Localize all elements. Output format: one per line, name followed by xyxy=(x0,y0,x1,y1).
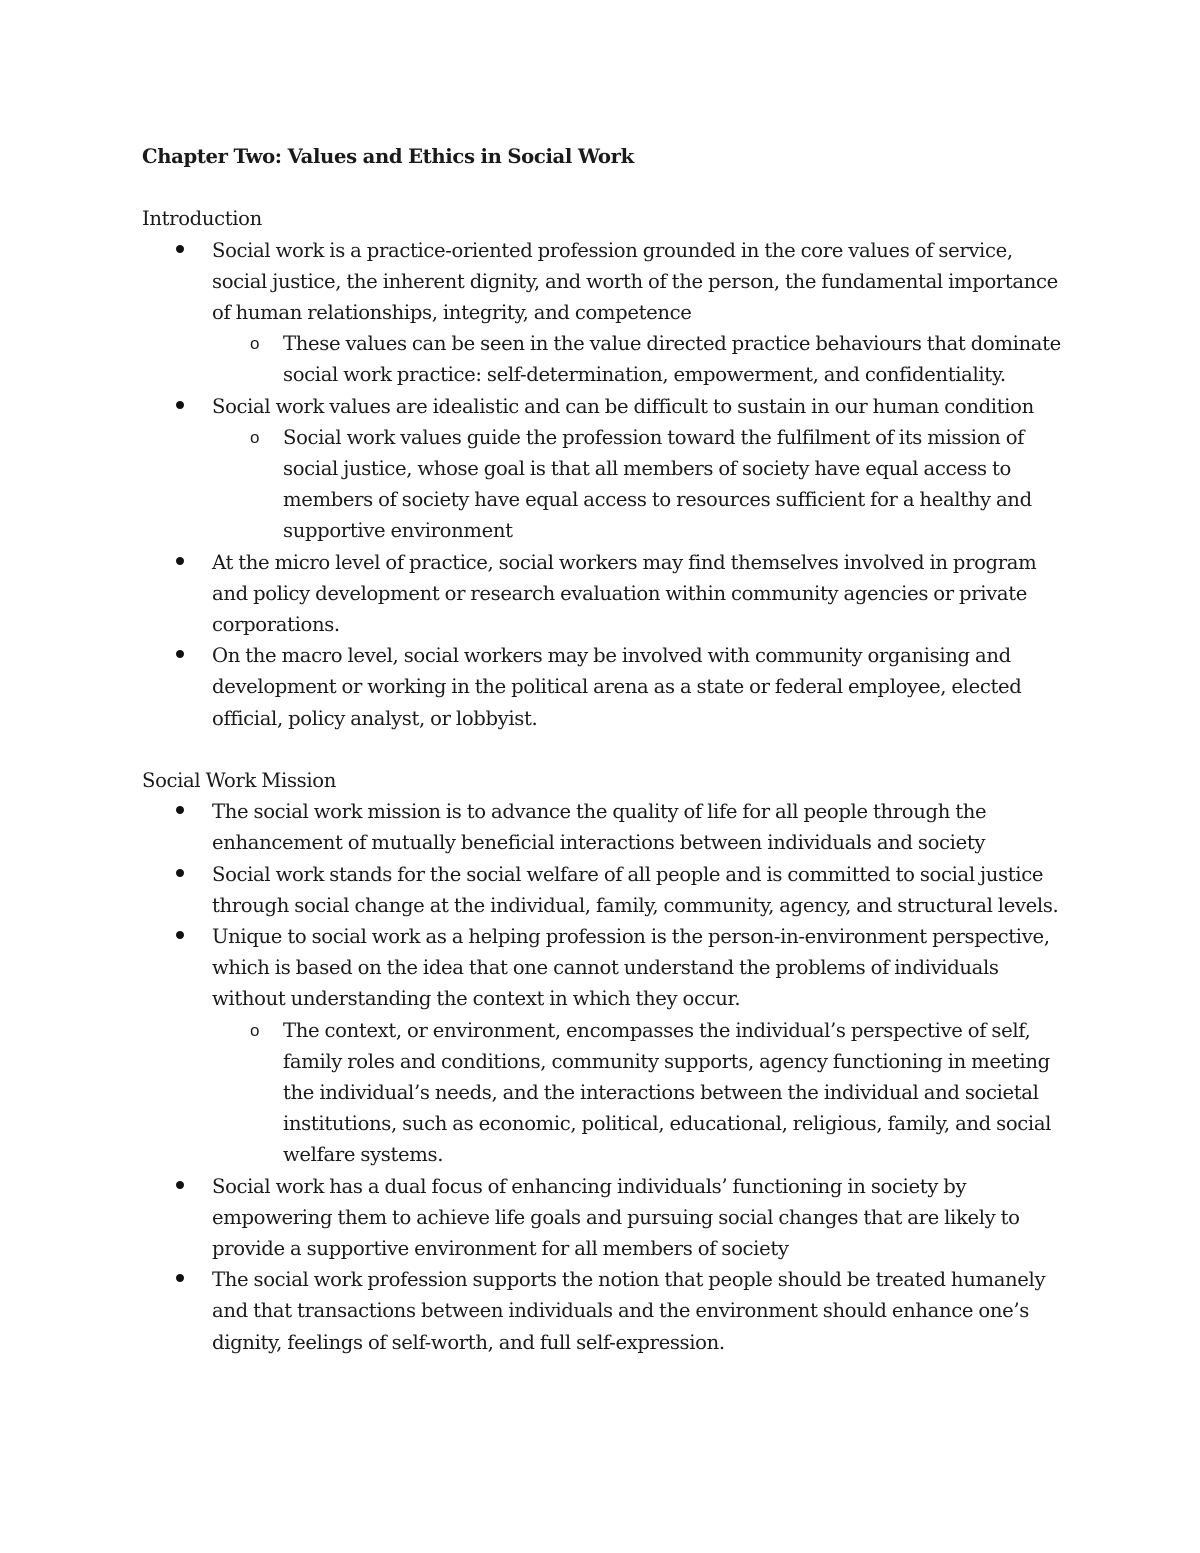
bullet-icon xyxy=(176,547,184,578)
bullet-list-mission xyxy=(142,796,1062,1358)
sub-list-item xyxy=(250,328,1062,390)
list-item-text: Social work has a dual focus of enhancing individuals’ functioning in society by empowering them to achieve life goals and pursuing social changes that are likely to provide a supportive environment for all members of society xyxy=(212,1174,1020,1261)
sub-list-item-text: Social work values guide the profession toward the fulfilment of its mission of social justice, whose goal is that all members of society have equal access to members of society have equal access to resources sufficient for a healthy and supportive environment xyxy=(283,425,1032,543)
list-item xyxy=(212,235,1062,391)
section-heading-introduction: Introduction xyxy=(142,207,262,231)
bullet-icon xyxy=(176,235,184,266)
document-page xyxy=(142,141,1062,1358)
list-item-text: Unique to social work as a helping profession is the person-in-environment perspective, which is based on the idea that one cannot understand the problems of individuals without understanding the context in which they occur. xyxy=(212,925,1050,1011)
list-item-text: The social work mission is to advance the quality of life for all people through the enhancement of mutually beneficial interactions between individuals and society xyxy=(212,800,987,855)
bullet-icon xyxy=(176,640,184,671)
list-item-text: The social work profession supports the notion that people should be treated humanely and that transactions between individuals and the environment should enhance one’s dignity, feelings of self-worth, and full self-expression. xyxy=(212,1268,1046,1354)
list-item xyxy=(212,391,1062,547)
hollow-bullet-icon: o xyxy=(250,1020,260,1040)
section-spacer xyxy=(142,734,1062,765)
bullet-list-introduction xyxy=(142,235,1062,734)
list-item xyxy=(212,1264,1062,1358)
section-heading-mission: Social Work Mission xyxy=(142,769,336,793)
list-item-text: On the macro level, social workers may be involved with community organising and development or working in the political arena as a state or federal employee, elected official, policy analyst, or lobbyist. xyxy=(212,644,1022,730)
sub-list-item-text: The context, or environment, encompasses the individual’s perspective of self, family roles and conditions, community supports, agency functioning in meeting the individual’s needs, and the interactions between the individual and societal institutions, such as economic, political, educational, religious, family, and social welfare systems. xyxy=(283,1018,1052,1167)
sub-list xyxy=(212,328,1062,390)
list-item xyxy=(212,640,1062,734)
bullet-icon xyxy=(176,1171,184,1202)
list-item-text: Social work is a practice-oriented profession grounded in the core values of service, social justice, the inherent dignity, and worth of the person, the fundamental importance of human relationships, integrity, and competence xyxy=(212,238,1058,324)
list-item-text: Social work stands for the social welfare of all people and is committed to social justice through social change at the individual, family, community, agency, and structural levels. xyxy=(212,862,1059,917)
sub-list-item xyxy=(250,1015,1062,1171)
sub-list-item-text: These values can be seen in the value directed practice behaviours that dominate social work practice: self-determination, empowerment, and confidentiality. xyxy=(283,332,1061,387)
bullet-icon xyxy=(176,796,184,827)
list-item-text: At the micro level of practice, social workers may find themselves involved in program and policy development or research evaluation within community agencies or private corporations. xyxy=(212,550,1037,637)
list-item xyxy=(212,859,1062,921)
hollow-bullet-icon: o xyxy=(250,334,260,354)
page-title: Chapter Two: Values and Ethics in Social Work xyxy=(142,145,634,168)
sub-list xyxy=(212,1015,1062,1171)
bullet-icon xyxy=(176,1264,184,1295)
list-item-text: Social work values are idealistic and can be difficult to sustain in our human condition xyxy=(212,394,1034,418)
sub-list-item xyxy=(250,422,1062,547)
bullet-icon xyxy=(176,859,184,890)
bullet-icon xyxy=(176,921,184,952)
sub-list xyxy=(212,422,1062,547)
list-item xyxy=(212,796,1062,858)
list-item xyxy=(212,921,1062,1171)
list-item xyxy=(212,547,1062,641)
hollow-bullet-icon: o xyxy=(250,427,260,447)
bullet-icon xyxy=(176,391,184,422)
list-item xyxy=(212,1171,1062,1265)
